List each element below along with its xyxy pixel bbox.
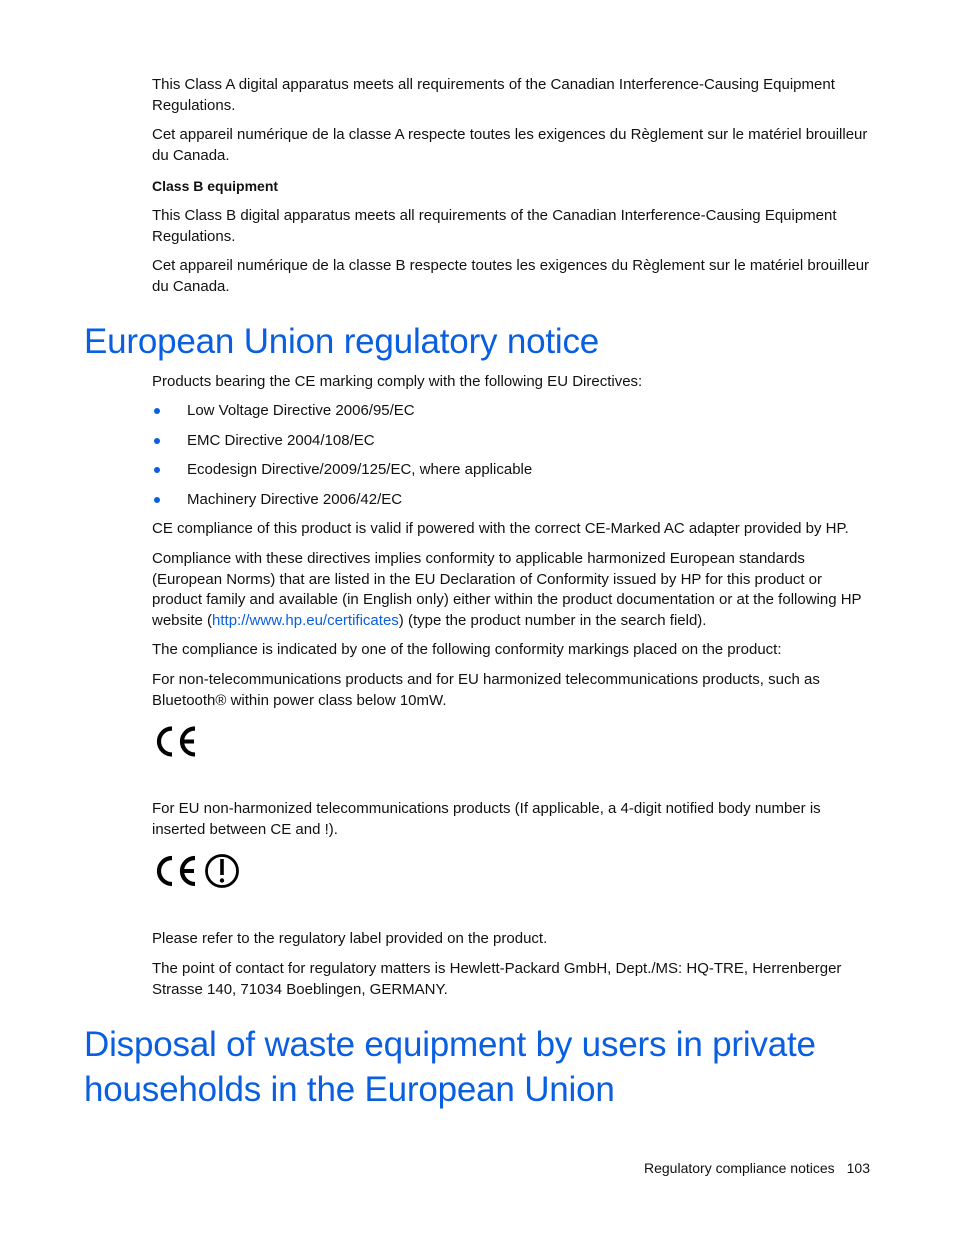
list-item: [152, 488, 852, 518]
non-telecom-text: For non-telecommunications products and for EU harmonized telecommunications products, such as Bluetooth® within power class below 10mW.: [152, 671, 820, 709]
page-footer: [644, 1158, 870, 1178]
contact-text: The point of contact for regulatory matters is Hewlett-Packard GmbH, Dept./MS: HQ-TRE, Herrenberger Strasse 140, 71034 Boeblingen, GERMANY.: [152, 960, 842, 998]
certificates-link[interactable]: http://www.hp.eu/certificates: [212, 611, 399, 629]
bullet-icon: [154, 467, 160, 473]
list-item: [152, 458, 852, 488]
compliance-paragraph: [152, 549, 872, 631]
directive-label: EMC Directive 2004/108/EC: [187, 431, 375, 449]
list-item: [152, 399, 852, 429]
footer-section-title: Regulatory compliance notices: [643, 1160, 835, 1176]
disposal-heading: Disposal of waste equipment by users in private households in the European Union: [84, 1025, 816, 1109]
bullet-icon: [154, 408, 160, 414]
canada-class-b-french: Cet appareil numérique de la classe B respecte toutes les exigences du Règlement sur le matériel brouilleur du Canada.: [152, 257, 870, 295]
page-number: 103: [846, 1160, 870, 1176]
directive-label: Low Voltage Directive 2006/95/EC: [187, 402, 415, 419]
refer-label-text: Please refer to the regulatory label provided on the product.: [152, 930, 548, 947]
canada-class-a-french: Cet appareil numérique de la classe A respecte toutes les exigences du Règlement sur le matériel brouilleur du Canada.: [152, 126, 868, 164]
bullet-icon: [154, 438, 160, 444]
eu-intro: Products bearing the CE marking comply with the following EU Directives:: [152, 373, 643, 390]
canada-class-a-english: This Class A digital apparatus meets all requirements of the Canadian Interference-Causing Equipment Regulations.: [152, 76, 835, 114]
canada-class-b-english: This Class B digital apparatus meets all requirements of the Canadian Interference-Causing Equipment Regulations.: [152, 207, 837, 245]
ce-alert-mark-icon: [153, 853, 243, 889]
class-b-heading: Class B equipment: [152, 178, 279, 194]
ce-validity: CE compliance of this product is valid if powered with the correct CE-Marked AC adapter provided by HP.: [152, 520, 849, 537]
non-harmonized-text: For EU non-harmonized telecommunications products (If applicable, a 4-digit notified body number is inserted between CE and !).: [152, 800, 821, 838]
directive-label: Machinery Directive 2006/42/EC: [187, 490, 403, 508]
bullet-icon: [154, 497, 160, 503]
ce-mark-icon: [153, 724, 199, 759]
compliance-text-end: ) (type the product number in the search field).: [398, 611, 707, 629]
compliance-text-start: Compliance with these directives implies conformity to applicable harmonized European standards (European Norms) that are listed in the EU Declaration of Conformity issued by HP for this product or product family and available (in English only) either within the product documentation or at the following HP website (: [152, 550, 862, 629]
markings-intro: The compliance is indicated by one of the following conformity markings placed on the product:: [152, 641, 782, 658]
directive-label: Ecodesign Directive/2009/125/EC, where applicable: [187, 461, 533, 478]
list-item: [152, 429, 852, 459]
directive-list: [152, 399, 852, 517]
eu-notice-heading: European Union regulatory notice: [84, 322, 600, 361]
